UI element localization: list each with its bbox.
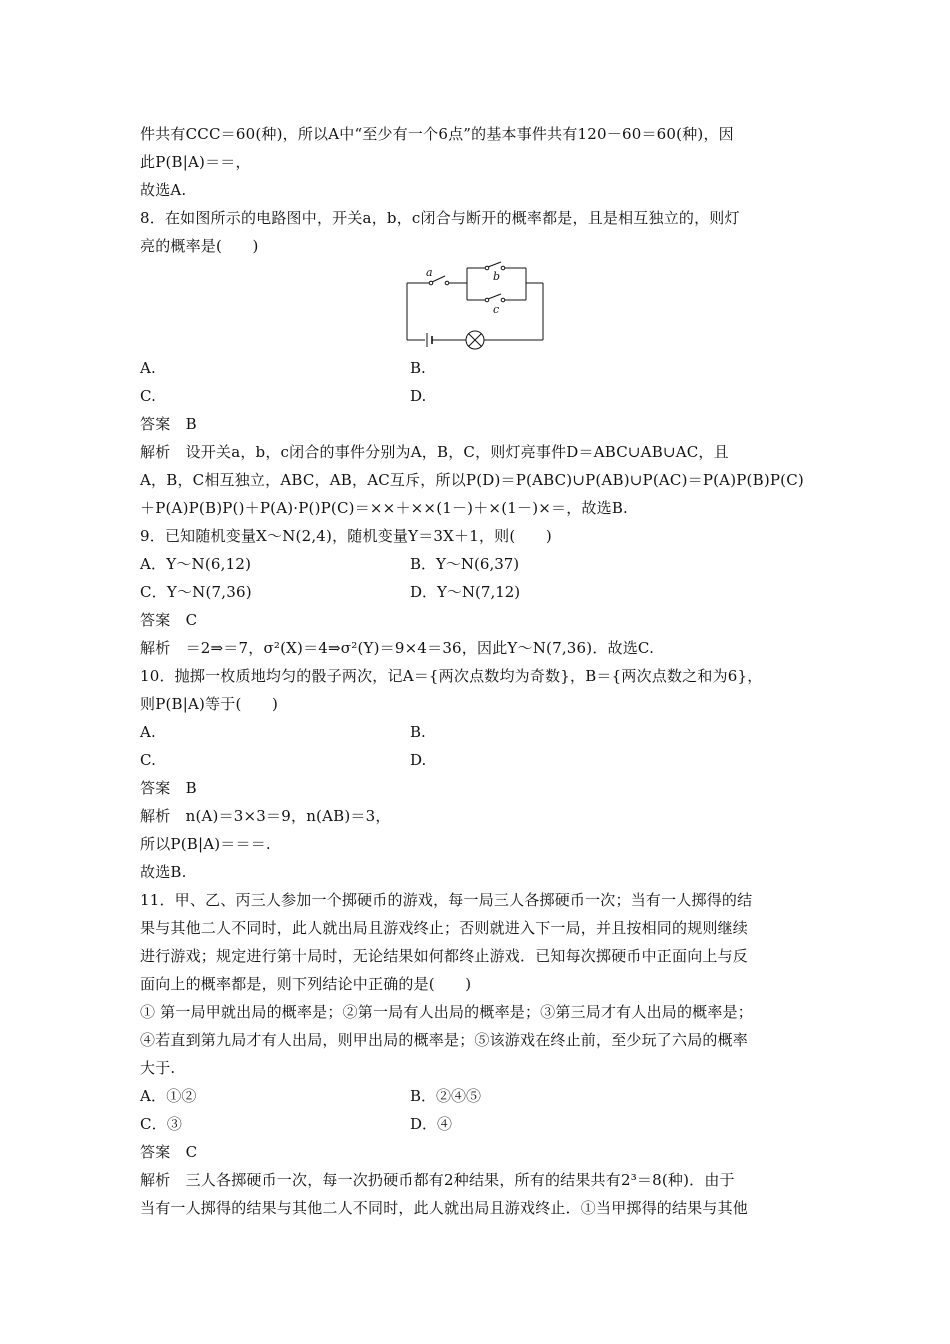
- text-line: 答案 B: [140, 779, 197, 797]
- text-line: 当有一人掷得的结果与其他二人不同时，此人就出局且游戏终止．①当甲掷得的结果与其他: [140, 1199, 749, 1217]
- text-line: 11．甲、乙、丙三人参加一个掷硬币的游戏，每一局三人各掷硬币一次；当有一人掷得的结: [140, 891, 753, 909]
- text-line: 解析 设开关a，b，c闭合的事件分别为A，B，C，则灯亮事件D＝ABC∪AB∪AC，且: [140, 443, 729, 461]
- text-line: A．Y～N(6,12): [140, 555, 252, 573]
- option-right: B.: [410, 723, 426, 741]
- text-line: 亮的概率是( ): [140, 237, 259, 255]
- text-line: A.: [140, 723, 157, 741]
- text-line: 此P(B|A)＝＝，: [140, 153, 251, 171]
- switch-c-blade: [488, 294, 501, 299]
- text-line: C.: [140, 387, 157, 405]
- option-right: D.: [410, 387, 427, 405]
- text-line: A.: [140, 359, 157, 377]
- text-line: 所以P(B|A)＝＝＝.: [140, 835, 271, 853]
- text-line: 解析 三人各掷硬币一次，每一次扔硬币都有2种结果，所有的结果共有2³＝8(种)．由于: [140, 1171, 735, 1189]
- text-line: ＋P(A)P(B)P()＋P(A)·P()P(C)＝××＋××(1－)＋×(1－)×＝，故选B.: [140, 499, 629, 517]
- text-line: 故选A.: [140, 181, 187, 199]
- option-right: D.: [410, 751, 427, 769]
- text-line: 解析 ＝2⇒＝7，σ²(X)＝4⇒σ²(Y)＝9×4＝36，因此Y～N(7,36)．故选C.: [140, 639, 655, 657]
- text-line: A．①②: [140, 1087, 197, 1105]
- text-line: 10．抛掷一枚质地均匀的骰子两次，记A＝{两次点数均为奇数}，B＝{两次点数之和为6}，: [140, 667, 763, 685]
- option-right: D．Y～N(7,12): [410, 583, 521, 601]
- text-line: A，B，C相互独立，ABC，AB，AC互斥，所以P(D)＝P(ABC)∪P(AB)∪P(AC)＝P(A)P(B)P(C): [140, 471, 804, 489]
- text-line: 9．已知随机变量X～N(2,4)，随机变量Y＝3X＋1，则( ): [140, 527, 552, 545]
- text-line: 进行游戏；规定进行第十局时，无论结果如何都终止游戏．已知每次掷硬币中正面向上与反: [140, 947, 749, 965]
- option-right: B．②④⑤: [410, 1087, 482, 1105]
- text-line: 答案 B: [140, 415, 197, 433]
- text-line: 大于.: [140, 1059, 176, 1077]
- text-line: C．③: [140, 1115, 183, 1133]
- text-line: 面向上的概率都是，则下列结论中正确的是( ): [140, 975, 472, 993]
- text-line: 8．在如图所示的电路图中，开关a，b，c闭合与断开的概率都是，且是相互独立的，则灯: [140, 209, 740, 227]
- switch-a-label: a: [426, 266, 433, 279]
- option-right: D．④: [410, 1115, 453, 1133]
- option-right: B．Y～N(6,37): [410, 555, 520, 573]
- text-line: 解析 n(A)＝3×3＝9，n(AB)＝3，: [140, 807, 391, 825]
- text-line: ④若直到第九局才有人出局，则甲出局的概率是；⑤该游戏在终止前，至少玩了六局的概率: [140, 1031, 749, 1049]
- switch-b-blade: [488, 262, 501, 267]
- text-line: 则P(B|A)等于( ): [140, 695, 279, 713]
- text-line: C.: [140, 751, 157, 769]
- option-right: B.: [410, 359, 426, 377]
- text-line: 故选B.: [140, 863, 187, 881]
- text-line: ① 第一局甲就出局的概率是；②第一局有人出局的概率是；③第三局才有人出局的概率是；: [140, 1003, 753, 1021]
- circuit-diagram: [395, 258, 560, 358]
- text-line: 件共有CCC＝60(种)，所以A中“至少有一个6点”的基本事件共有120－60＝60(种)，因: [140, 125, 734, 143]
- switch-b-label: b: [493, 270, 501, 283]
- text-line: 果与其他二人不同时，此人就出局且游戏终止；否则就进入下一局，并且按相同的规则继续: [140, 919, 749, 937]
- text-line: C．Y～N(7,36): [140, 583, 252, 601]
- switch-a-blade: [432, 276, 445, 282]
- switch-c-label: c: [493, 303, 500, 316]
- text-line: 答案 C: [140, 1143, 198, 1161]
- text-line: 答案 C: [140, 611, 198, 629]
